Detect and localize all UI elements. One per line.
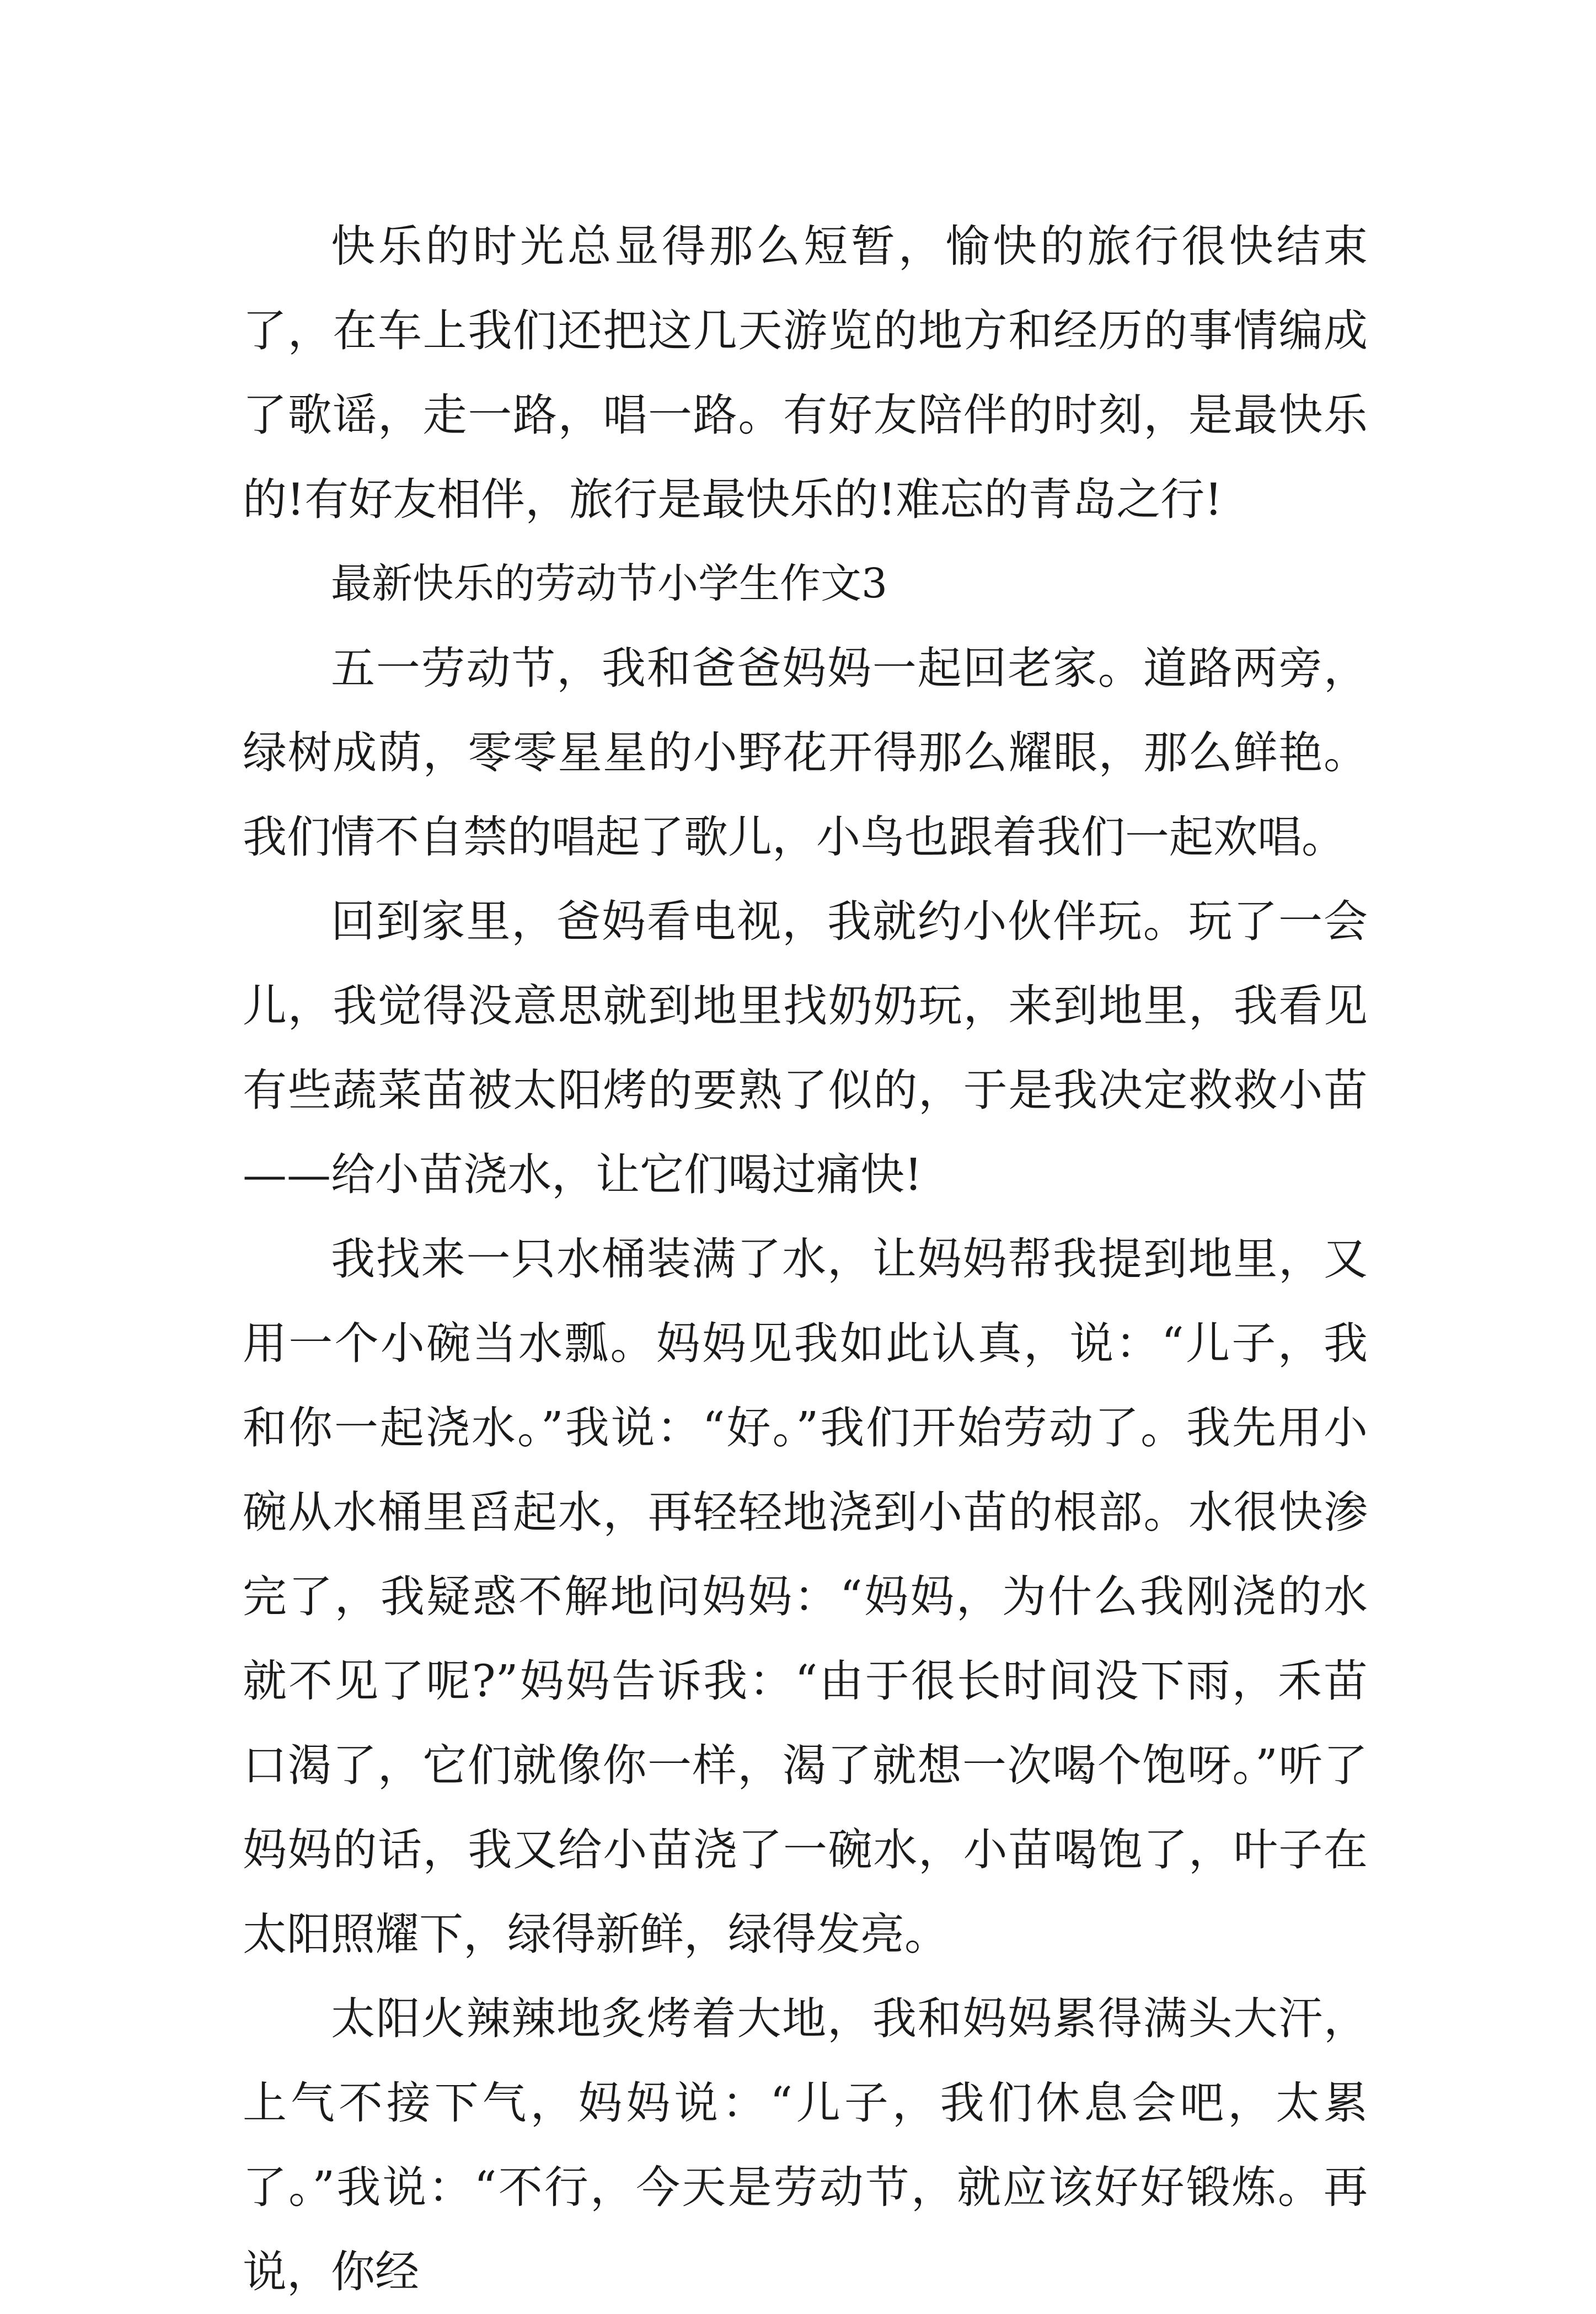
essay-body [243,204,1368,2314]
paragraph-seedlings: 回到家里，爸妈看电视，我就约小伙伴玩。玩了一会儿，我觉得没意思就到地里找奶奶玩，来到地里，我看见有些蔬菜苗被太阳烤的要熟了似的，于是我决定救救小苗——给小苗浇水，让它们喝过痛快! [243,896,1368,1200]
paragraph-going-home: 五一劳动节，我和爸爸妈妈一起回老家。道路两旁，绿树成荫，零零星星的小野花开得那么耀眼，那么鲜艳。我们情不自禁的唱起了歌儿，小鸟也跟着我们一起欢唱。 [243,643,1368,863]
paragraph-watering: 我找来一只水桶装满了水，让妈妈帮我提到地里，又用一个小碗当水瓢。妈妈见我如此认真，说：“儿子，我和你一起浇水。”我说：“好。”我们开始劳动了。我先用小碗从水桶里舀起水，再轻轻地浇到小苗的根部。水很快渗完了，我疑惑不解地问妈妈：“妈妈，为什么我刚浇的水就不见了呢?”妈妈告诉我：“由于很长时间没下雨，禾苗口渴了，它们就像你一样，渴了就想一次喝个饱呀。”听了妈妈的话，我又给小苗浇了一碗水，小苗喝饱了，叶子在太阳照耀下，绿得新鲜，绿得发亮。 [243,1233,1368,1960]
paragraph-hot-sun: 太阳火辣辣地炙烤着大地，我和妈妈累得满头大汗，上气不接下气，妈妈说：“儿子，我们休息会吧，太累了。”我说：“不行，今天是劳动节，就应该好好锻炼。再说，你经 [243,1993,1368,2297]
paragraph-closing-trip: 快乐的时光总显得那么短暂，愉快的旅行很快结束了，在车上我们还把这几天游览的地方和经历的事情编成了歌谣，走一路，唱一路。有好友陪伴的时刻，是最快乐的!有好友相伴，旅行是最快乐的!难忘的青岛之行! [243,221,1368,525]
essay-title: 最新快乐的劳动节小学生作文3 [331,560,888,607]
